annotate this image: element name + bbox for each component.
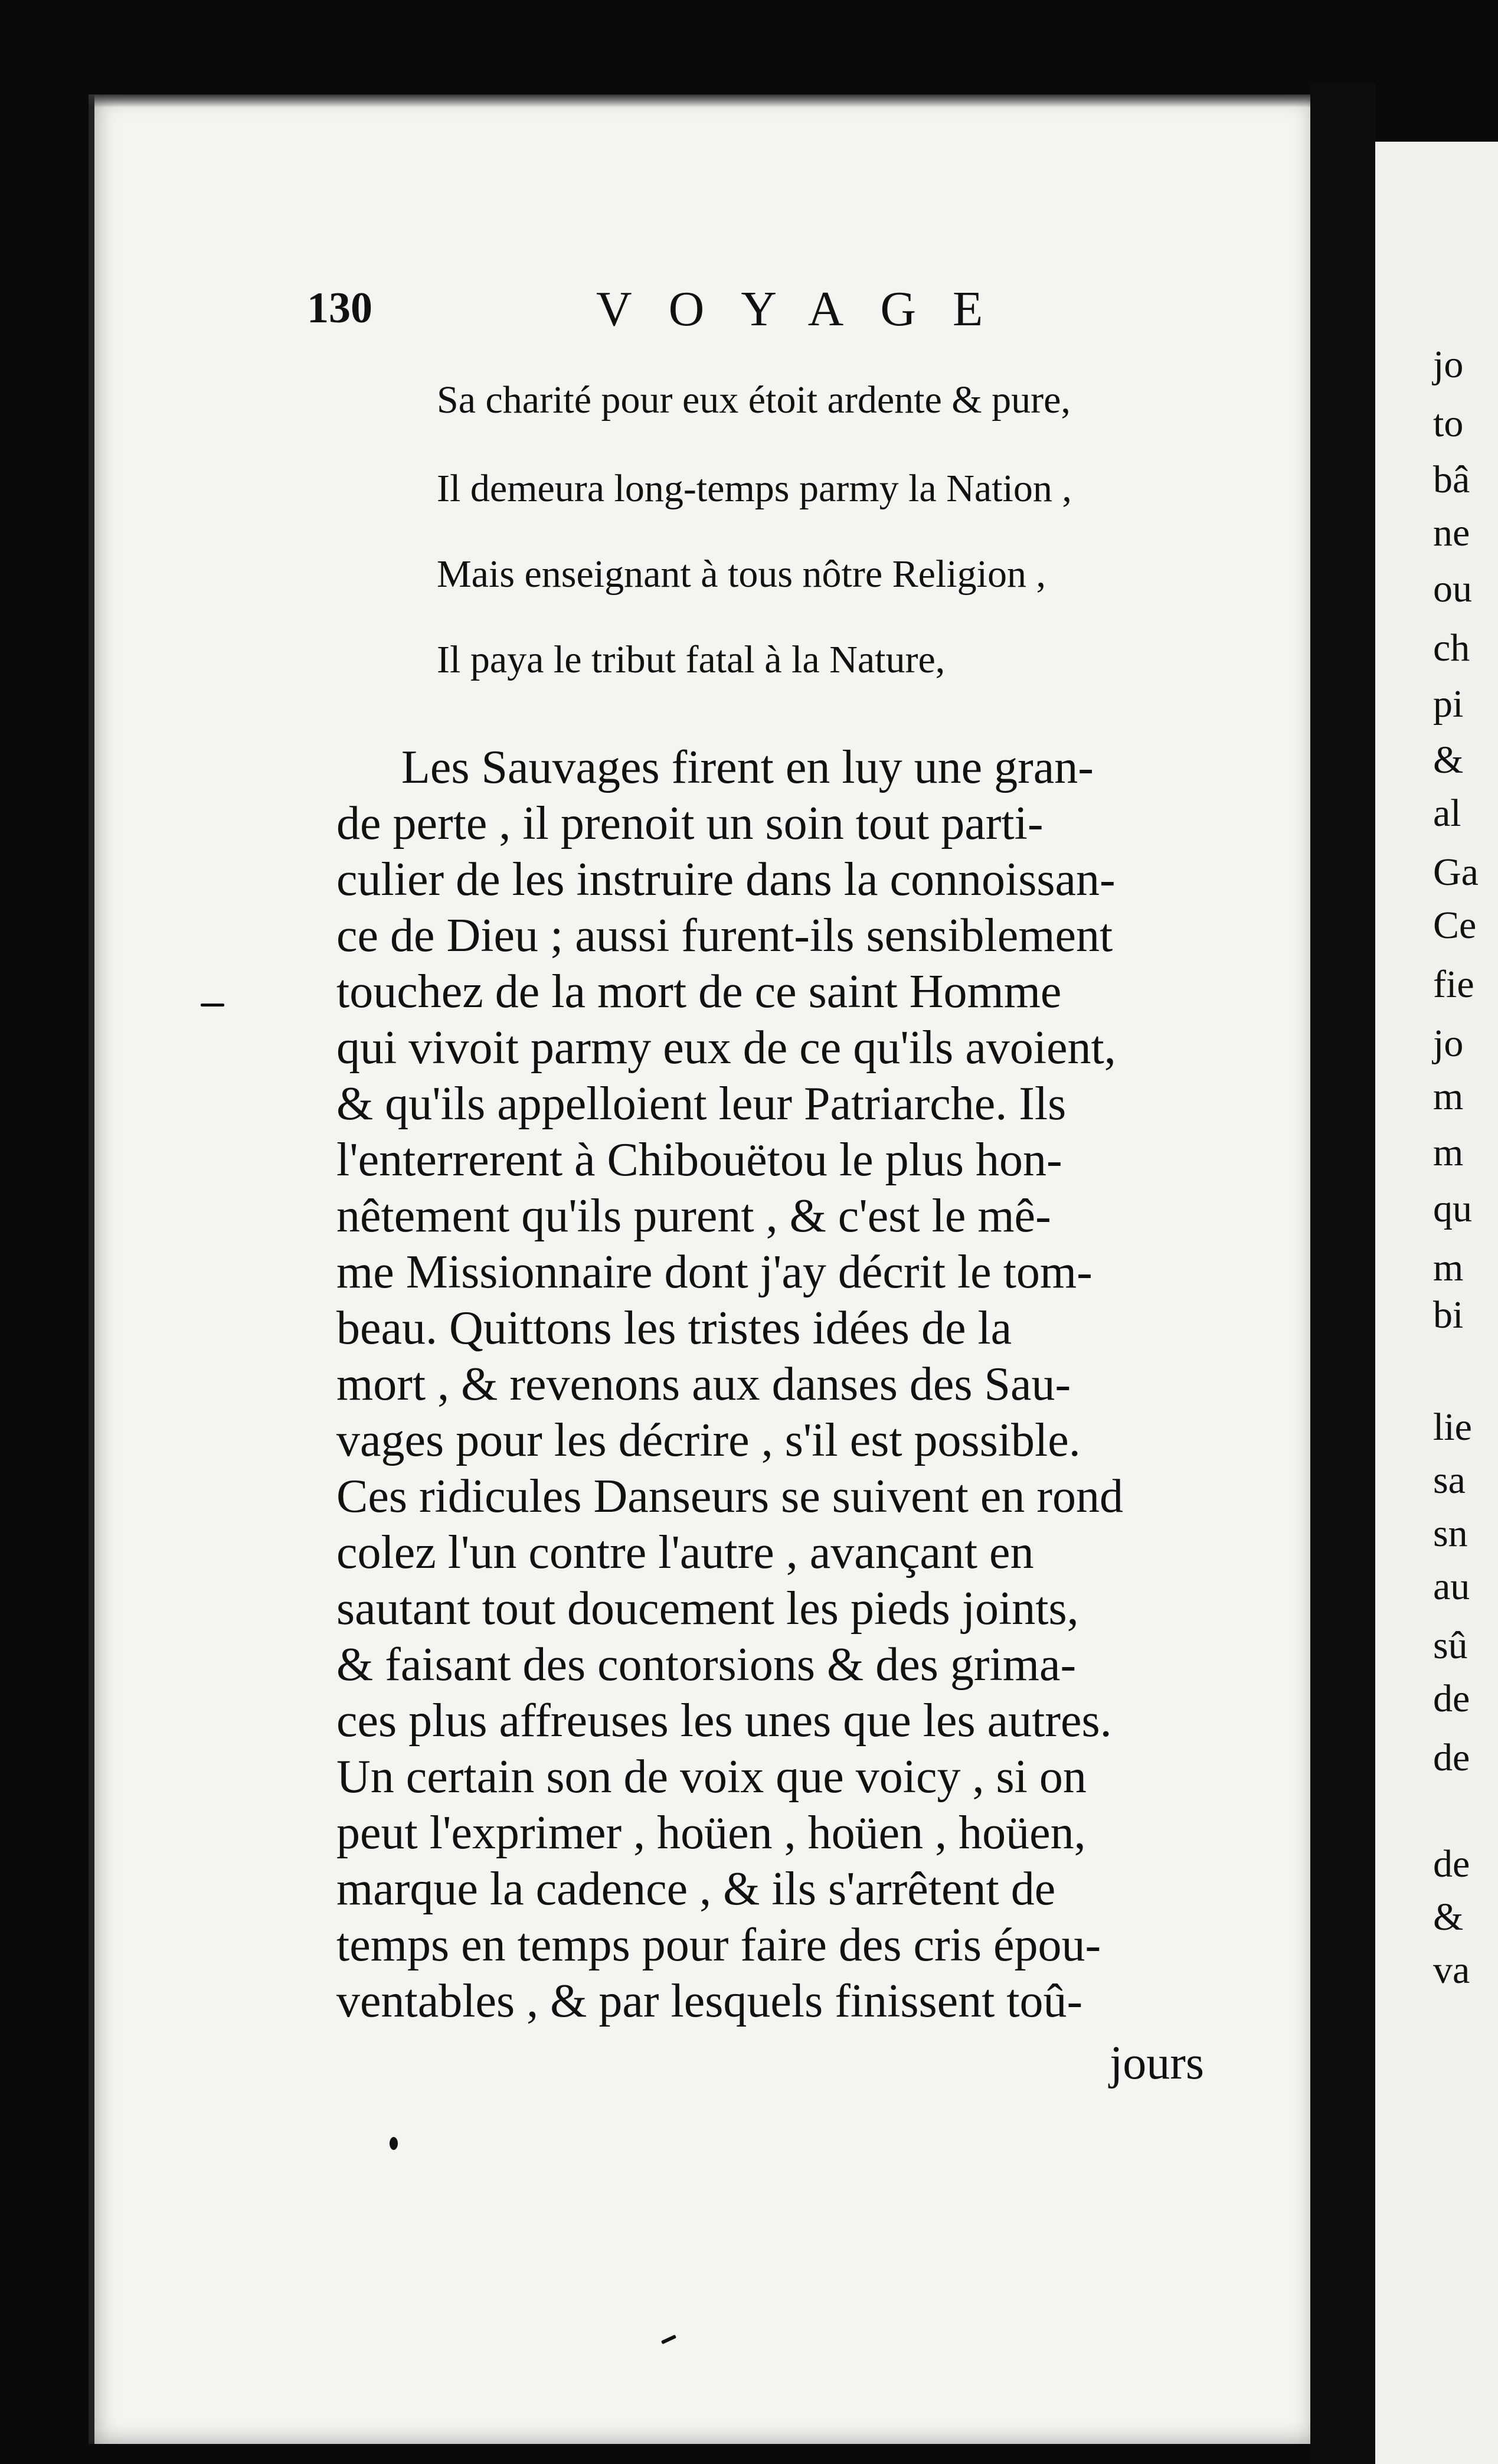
facing-page-fragment: bi — [1433, 1293, 1464, 1336]
verse-line: Il paya le tribut fatal à la Nature, — [437, 638, 946, 681]
facing-page-fragment: & — [1433, 1896, 1464, 1939]
facing-page-fragment: au — [1433, 1565, 1470, 1608]
facing-page-fragment: fie — [1433, 963, 1474, 1006]
facing-page-fragment: lie — [1433, 1406, 1472, 1449]
prose-line: marque la cadence , & ils s'arrêtent de — [336, 1863, 1056, 1915]
facing-page-fragment: de — [1433, 1677, 1470, 1720]
verse-line: Sa charité pour eux étoit ardente & pure, — [437, 378, 1071, 421]
facing-page-fragment: ne — [1433, 511, 1470, 554]
prose-line: peut l'exprimer , hoüen , hoüen , hoüen, — [336, 1807, 1086, 1859]
prose-line: de perte , il prenoit un soin tout parti- — [336, 798, 1044, 849]
page-number: 130 — [307, 284, 372, 332]
prose-line: beau. Quittons les tristes idées de la — [336, 1302, 1012, 1354]
prose-line: colez l'un contre l'autre , avançant en — [336, 1527, 1034, 1579]
facing-page-fragment: to — [1433, 402, 1464, 445]
facing-page-fragment: m — [1433, 1131, 1464, 1174]
facing-page-fragment: ch — [1433, 626, 1470, 669]
prose-line: ventables , & par lesquels finissent toû- — [336, 1975, 1083, 2027]
facing-page-fragment: Ce — [1433, 904, 1477, 947]
verse-line: Il demeura long-temps parmy la Nation , — [437, 467, 1072, 510]
prose-line: ces plus affreuses les unes que les autres. — [336, 1695, 1112, 1747]
prose-line: me Missionnaire dont j'ay décrit le tom- — [336, 1246, 1093, 1298]
prose-line: & qu'ils appelloient leur Patriarche. Ils — [336, 1078, 1067, 1130]
facing-page-fragment: de — [1433, 1736, 1470, 1779]
facing-page-fragment: jo — [1433, 343, 1464, 386]
facing-page-fragment: va — [1433, 1949, 1470, 1992]
prose-line: l'enterrerent à Chibouëtou le plus hon- — [336, 1134, 1062, 1186]
facing-page-fragment: m — [1433, 1075, 1464, 1118]
prose-line: vages pour les décrire , s'il est possible. — [336, 1414, 1081, 1466]
prose-line: ce de Dieu ; aussi furent-ils sensiblement — [336, 910, 1113, 962]
prose-line: culier de les instruire dans la connoissan- — [336, 854, 1116, 906]
facing-page-fragment: sa — [1433, 1459, 1466, 1502]
facing-page-fragment: Ga — [1433, 851, 1479, 894]
facing-page-fragment: sû — [1433, 1624, 1468, 1667]
facing-page-fragment: qu — [1433, 1187, 1472, 1230]
verse-line: Mais enseignant à tous nôtre Religion , — [437, 553, 1046, 596]
running-title: VOYAGE — [596, 282, 1020, 336]
facing-page-fragment: bâ — [1433, 458, 1470, 501]
prose-line: touchez de la mort de ce saint Homme — [336, 966, 1062, 1018]
facing-page-fragment: m — [1433, 1246, 1464, 1289]
facing-page-fragment: & — [1433, 738, 1464, 782]
facing-page-fragment: al — [1433, 792, 1461, 835]
book-gutter — [1310, 83, 1375, 2464]
prose-line: & faisant des contorsions & des grima- — [336, 1639, 1077, 1691]
prose-line: temps en temps pour faire des cris épou- — [336, 1919, 1101, 1971]
prose-line: Un certain son de voix que voicy , si on — [336, 1751, 1087, 1803]
facing-page-fragment: ou — [1433, 567, 1472, 610]
facing-page-fragment: jo — [1433, 1022, 1464, 1065]
ink-mark — [201, 1004, 224, 1006]
prose-line: sautant tout doucement les pieds joints, — [336, 1583, 1079, 1635]
prose-line: Les Sauvages firent en luy une gran- — [401, 741, 1094, 793]
facing-page-fragment: pi — [1433, 682, 1464, 726]
prose-line: mort , & revenons aux danses des Sau- — [336, 1358, 1071, 1410]
facing-page-fragment: sn — [1433, 1512, 1468, 1555]
prose-line: nêtement qu'ils purent , & c'est le mê- — [336, 1190, 1051, 1242]
page-top-edge — [89, 94, 1310, 107]
prose-line: qui vivoit parmy eux de ce qu'ils avoient, — [336, 1022, 1116, 1074]
catchword: jours — [1110, 2037, 1204, 2089]
prose-line: Ces ridicules Danseurs se suivent en rond — [336, 1470, 1124, 1522]
ink-speck — [390, 2137, 398, 2150]
facing-page-fragment: de — [1433, 1842, 1470, 1885]
